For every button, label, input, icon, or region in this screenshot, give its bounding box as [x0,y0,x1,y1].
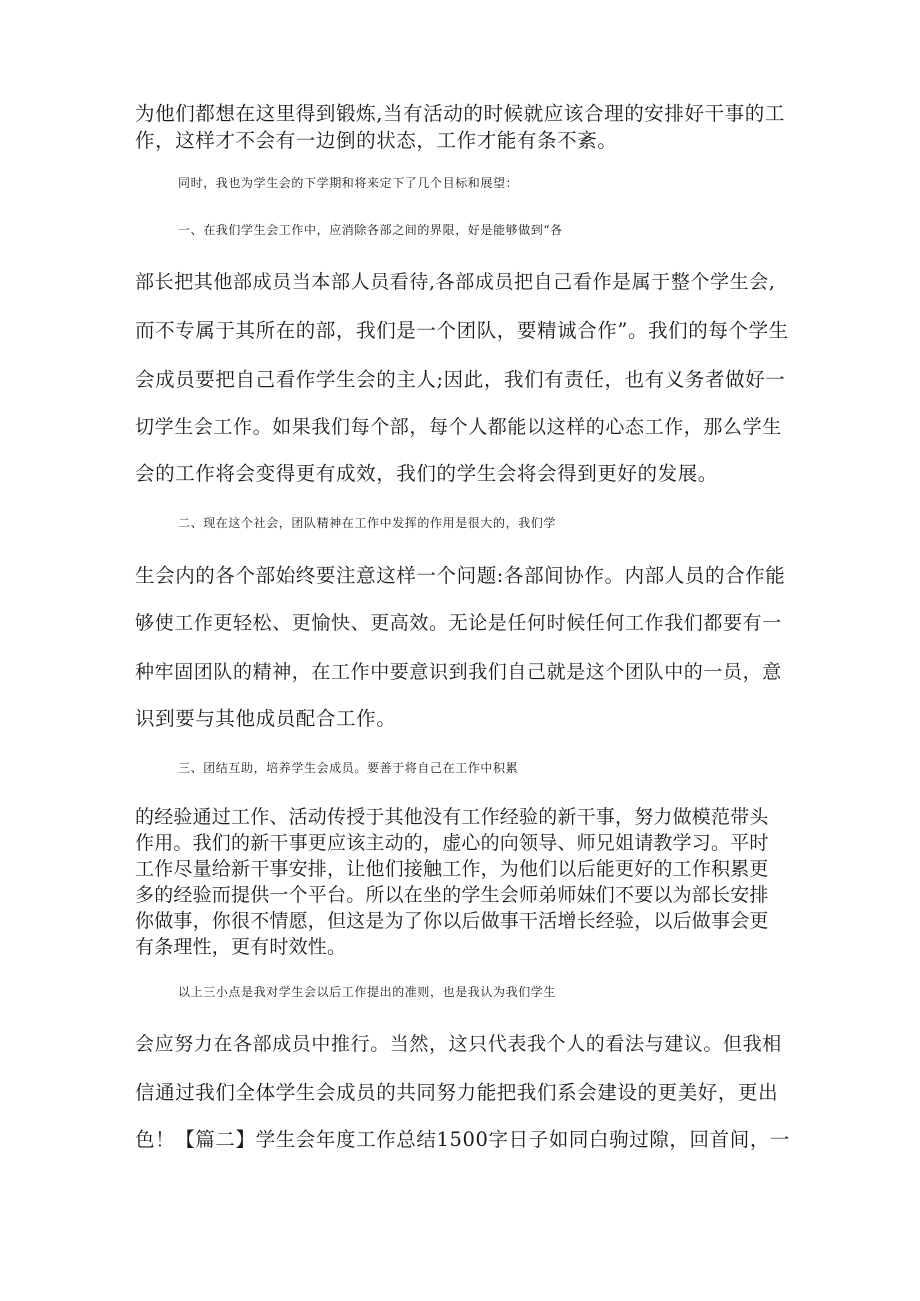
text-line: 工作尽量给新干事安排，让他们接触工作，为他们以后能更好的工作积累更 [135,858,769,880]
text-line: 种牢固团队的精神，在工作中要意识到我们自己就是这个团队中的一员，意 [135,661,782,683]
text-line: 部长把其他部成员当本部人员看待,各部成员把自己看作是属于整个学生会, [135,271,776,293]
text-line: 而不专属于其所在的部，我们是一个团队，要精诚合作”。我们的每个学生 [135,319,789,342]
paragraph-start: 二、现在这个社会，团队精神在工作中发挥的作用是很大的，我们学 [178,516,557,530]
text-line: 会的工作将会变得更有成效，我们的学生会将会得到更好的发展。 [135,462,718,485]
text-line: 切学生会工作。如果我们每个部，每个人都能以这样的心态工作，那么学生 [135,416,782,438]
text-line: 会应努力在各部成员中推行。当然，这只代表我个人的看法与建议。但我相 [135,1033,782,1055]
text-line: 作，这样才不会有一边倒的状态，工作才能有条不紊。 [135,129,618,152]
text-line: 作用。我们的新干事更应该主动的，虚心的向领导、师兄姐请教学习。平时 [135,832,769,854]
text-line: 的经验通过工作、活动传授于其他没有工作经验的新干事，努力做模范带头 [135,806,769,828]
text-line: 有条理性，更有时效性。 [135,936,347,958]
text-line: 色！【篇二】学生会年度工作总结1500字日子如同白驹过隙，回首间，一 [135,1128,791,1151]
paragraph-start: 以上三小点是我对学生会以后工作提出的准则，也是我认为我们学生 [178,985,557,999]
text-line: 信通过我们全体学生会成员的共同努力能把我们系会建设的更美好，更出 [135,1081,779,1104]
text-line: 识到要与其他成员配合工作。 [135,707,397,730]
text-line: 为他们都想在这里得到锻炼,当有活动的时候就应该合理的安排好干事的工 [135,102,785,125]
text-line: 够使工作更轻松、更愉快、更高效。无论是任何时候任何工作我们都要有一 [135,612,782,634]
paragraph-start: 同时，我也为学生会的下学期和将来定下了几个目标和展望： [178,176,519,190]
text-line: 你做事，你很不情愿，但这是为了你以后做事干活增长经验，以后做事会更 [135,910,769,932]
paragraph-start: 一、在我们学生会工作中，应消除各部之间的界限，好是能够做到“各 [178,223,563,237]
paragraph-start: 三、团结互助，培养学生会成员。要善于将自己在工作中积累 [178,761,519,775]
text-line: 会成员要把自己看作学生会的主人;因此，我们有责任，也有义务者做好一 [135,368,786,391]
text-line: 生会内的各个部始终要注意这样一个问题:各部间协作。内部人员的合作能 [135,564,786,587]
text-line: 多的经验而提供一个平台。所以在坐的学生会师弟师妹们不要以为部长安排 [135,884,769,906]
